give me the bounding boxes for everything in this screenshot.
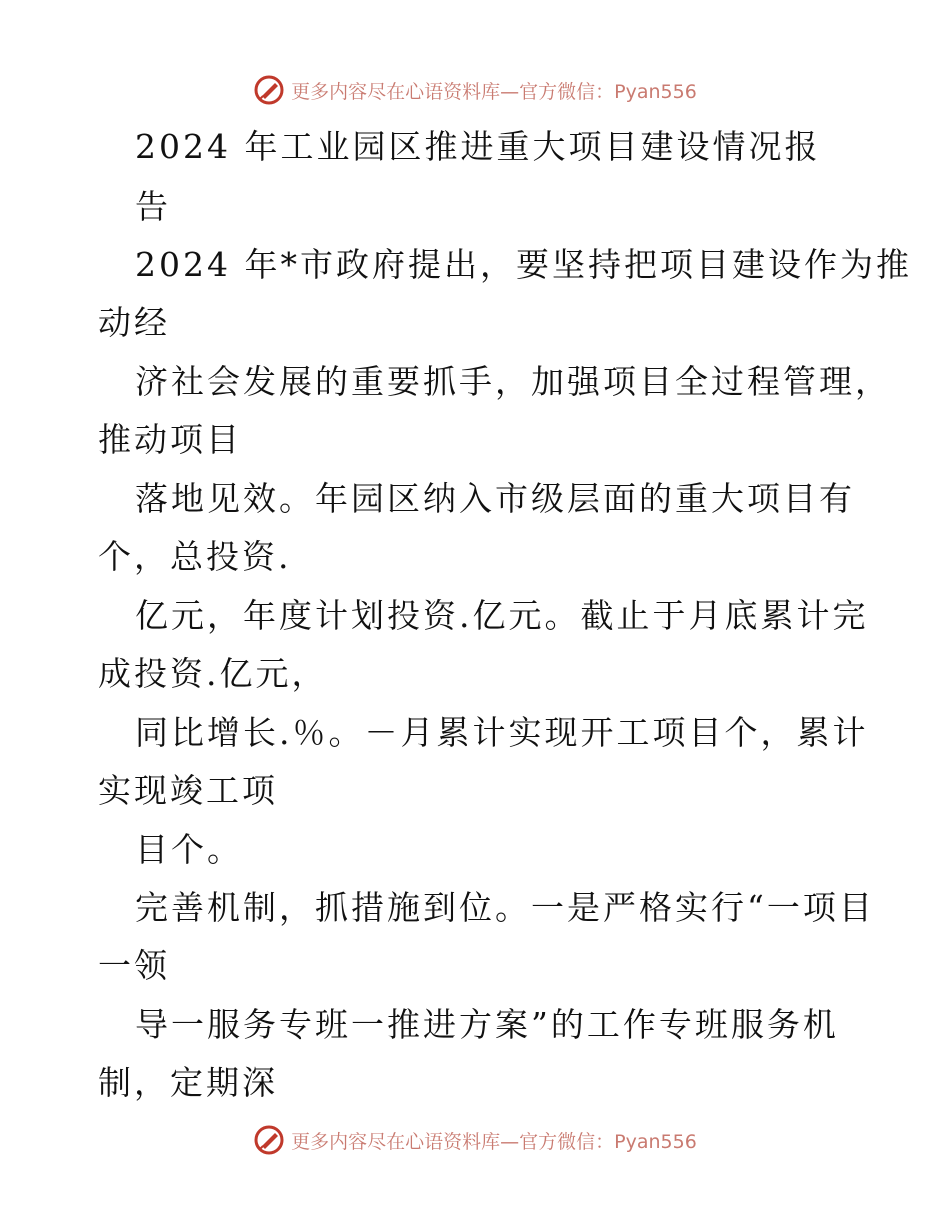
watermark-footer [0, 1120, 950, 1160]
paragraph-line: 亿元，年度计划投资.亿元。截止于月底累计完 [135, 596, 869, 635]
brand-logo-icon [253, 1124, 285, 1156]
paragraph-line: 2024 年*市政府提出，要坚持把项目建设作为推 [135, 245, 912, 284]
watermark-text: 更多内容尽在心语资料库—官方微信：Pyan556 [291, 1130, 697, 1153]
paragraph-line: 完善机制，抓措施到位。一是严格实行“一项目 [135, 888, 875, 927]
brand-logo-icon [253, 74, 285, 106]
paragraph-line: 导一服务专班一推进方案”的工作专班服务机 [135, 1005, 839, 1044]
paragraph-line: 成投资.亿元， [98, 654, 328, 693]
paragraph-line: 一领 [98, 946, 170, 985]
watermark-text: 更多内容尽在心语资料库—官方微信：Pyan556 [291, 80, 697, 103]
paragraph-line: 济社会发展的重要抓手，加强项目全过程管理， [135, 362, 891, 401]
paragraph-line: 落地见效。年园区纳入市级层面的重大项目有 [135, 479, 855, 518]
paragraph-line: 目个。 [135, 830, 243, 869]
paragraph-line: 个，总投资. [98, 537, 292, 576]
watermark-header [0, 70, 950, 110]
paragraph-line: 实现竣工项 [98, 771, 278, 810]
paragraph-line: 制，定期深 [98, 1063, 278, 1102]
paragraph-line: 推动项目 [98, 420, 242, 459]
doc-title-line-1: 2024 年工业园区推进重大项目建设情况报 [135, 127, 821, 166]
paragraph-line: 动经 [98, 303, 170, 342]
paragraph-line: 同比增长.％。－月累计实现开工项目个，累计 [135, 713, 869, 752]
doc-title-line-2: 告 [135, 187, 171, 226]
